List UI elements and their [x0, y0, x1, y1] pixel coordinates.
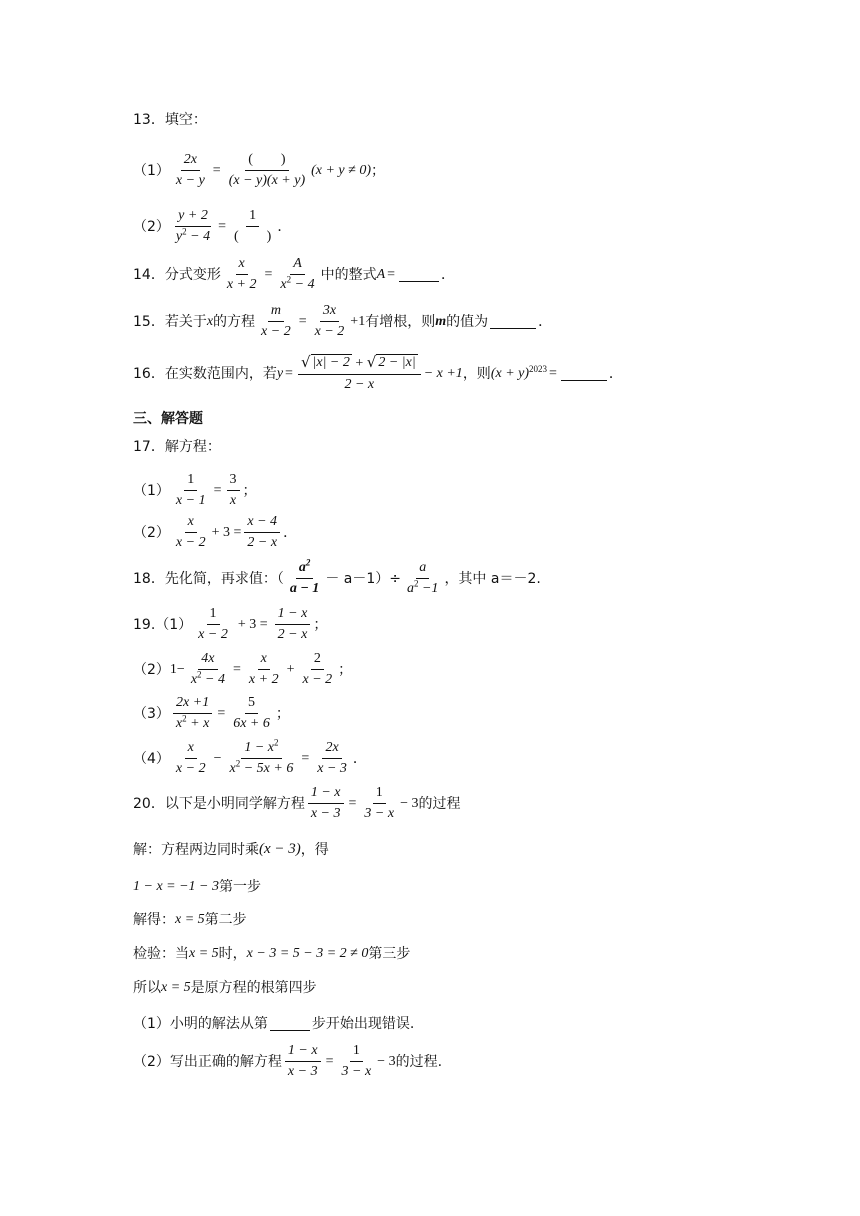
q18-prefix: 18．先化简，再求值：（: [133, 570, 284, 587]
fraction-numerator: 5: [245, 695, 258, 714]
fraction-numerator: x: [258, 651, 270, 670]
q18-fraction-1: [287, 557, 322, 597]
fraction-denominator: [173, 227, 213, 245]
fraction-numerator: 1: [246, 208, 259, 227]
q14-lhs-fraction: [224, 256, 260, 293]
q20-step4-label: 是原方程的根第四步: [190, 980, 317, 996]
q15-lhs-fraction: [258, 303, 294, 340]
q20-prefix: 20．以下是小明同学解方程: [133, 795, 305, 812]
fraction-denominator: 2 − x: [277, 627, 308, 642]
q19-part4: [133, 737, 367, 777]
q13-p1-rhs-fraction: [226, 152, 308, 189]
den-tail: − 4: [291, 277, 315, 292]
exponent: 2: [305, 557, 311, 568]
fraction-numerator: x: [236, 256, 248, 275]
q19-p2-label: （2）: [133, 661, 170, 678]
q13-title: [133, 113, 207, 127]
fraction-numerator: x: [185, 514, 197, 533]
q18: [133, 557, 541, 597]
q15-prefix: 15．若关于: [133, 313, 207, 330]
q20-step3-prefix: 检验：当: [133, 946, 189, 962]
q20-step2-label: 第二步: [204, 912, 247, 928]
q19-p3-label: （3）: [133, 705, 170, 722]
num-base: a: [298, 560, 306, 575]
fraction-numerator: y + 2: [175, 208, 211, 227]
den-tail: −1: [418, 581, 439, 596]
q14-mid-text: 中的整式: [320, 266, 377, 283]
fraction-numerator: a: [416, 560, 429, 579]
q20-sub2-rhs-fraction: [339, 1043, 375, 1080]
den-base: a: [406, 581, 414, 596]
fraction-numerator: 4x: [198, 651, 217, 670]
q20-sub1-end: 步开始出现错误.: [311, 1015, 415, 1032]
q19-p1-lhs-fraction: [195, 606, 231, 643]
punctuation: ；: [371, 162, 385, 179]
equals-sign: =: [233, 661, 241, 677]
q20-sub2-lhs-fraction: [285, 1043, 321, 1080]
fraction-denominator: x − 2: [175, 761, 206, 776]
q17-p1-rhs-fraction: [227, 472, 240, 509]
q17-p2-lhs-fraction: [173, 514, 209, 551]
q19-part2: [133, 651, 352, 688]
q19-p4-label: （4）: [133, 750, 170, 767]
q20-step1-label: 第一步: [219, 879, 262, 895]
exponent: 2: [413, 578, 419, 589]
fraction-numerator: A: [290, 256, 305, 275]
fraction-denominator: x − 3: [310, 806, 341, 821]
fraction-numerator: 2x: [181, 152, 200, 171]
q20-step1: [133, 880, 261, 894]
punctuation: ．: [283, 524, 298, 541]
fraction-numerator: 3x: [320, 303, 339, 322]
q15-mid-text-3: 的值为: [446, 313, 489, 330]
q19-p1-mid: + 3 =: [237, 616, 268, 632]
q20-factor: (x − 3): [259, 841, 301, 857]
q16-y: y: [276, 365, 284, 381]
sqrt-b: √ 2 − |x|: [366, 353, 416, 371]
fraction-denominator: [173, 714, 212, 732]
exponent: 2: [182, 713, 187, 724]
fraction-numerator: 2x +1: [173, 695, 212, 714]
q19-p2-fraction-3: [299, 651, 335, 688]
q20-step4-eq: x = 5: [161, 980, 191, 995]
den-tail: − 5x + 6: [240, 761, 294, 776]
q20-step3-label: 第三步: [368, 946, 411, 962]
q13-title-text: 13．填空：: [133, 112, 207, 128]
q15-variable-2: m: [435, 313, 447, 329]
q16-expression: (x + y): [490, 365, 530, 381]
punctuation: ．: [441, 266, 456, 283]
den-tail: + x: [186, 716, 210, 731]
q19-p4-fraction-2: [227, 737, 297, 777]
q14-answer-blank[interactable]: [399, 267, 439, 282]
fraction-numerator: x − 4: [244, 514, 280, 533]
q20-sub2-tail: − 3: [377, 1053, 396, 1069]
radicand: 2 − |x|: [378, 355, 416, 370]
fraction-denominator: (x − y)(x + y): [228, 173, 306, 188]
q20-tail: − 3: [400, 795, 419, 811]
fraction-numerator: 2: [311, 651, 324, 670]
punctuation: ．: [608, 365, 623, 382]
q19-p3-lhs-fraction: [173, 695, 212, 732]
fraction-denominator: x − 2: [175, 535, 206, 550]
exponent: 2: [286, 274, 292, 285]
q16-tail: − x +1: [423, 365, 463, 381]
q20-step3: [133, 947, 410, 961]
num-base: 1 − x: [244, 740, 274, 755]
fraction-denominator: 2 − x: [247, 535, 278, 550]
fraction-denominator: ( ): [234, 229, 272, 244]
q13-p2-label: （2）: [133, 218, 170, 235]
fraction-denominator: x − 2: [198, 627, 228, 642]
q13-p2-lhs-fraction: [173, 208, 213, 245]
q20-sub1-label: （1）小明的解法从第: [133, 1015, 268, 1032]
exponent: 2: [274, 737, 279, 748]
den-tail: − 4: [201, 672, 225, 687]
q18-tail: ，其中 a＝－2.: [444, 570, 541, 587]
fraction-denominator: 6x + 6: [233, 716, 270, 731]
section-3-title: 三、解答题: [133, 411, 203, 427]
fraction-numerator: 1 − x: [308, 785, 344, 804]
equals-sign: =: [285, 365, 293, 381]
q15-mid-text: 的方程: [213, 313, 256, 330]
fraction-numerator: 1: [184, 472, 197, 491]
q13-p1-lhs-fraction: [173, 152, 208, 189]
q20-step4: [133, 981, 317, 995]
plus-sign: +: [355, 356, 364, 371]
q17-title-text: 17．解方程：: [133, 439, 221, 455]
q20-step3-eq2: x − 3 = 5 − 3 = 2 ≠ 0: [246, 946, 369, 961]
q19-p4-fraction-3: [314, 740, 350, 777]
q19-p1-label: 19.（1）: [133, 616, 193, 633]
fraction-numerator: 3: [227, 472, 240, 491]
q18-mid: － a－1）÷: [325, 570, 401, 587]
q20-sub1-answer-blank[interactable]: [270, 1016, 310, 1031]
sqrt-a: √ |x| − 2: [300, 353, 350, 371]
fraction-denominator: x − 3: [317, 761, 347, 776]
fraction-denominator: 2 − x: [344, 377, 375, 392]
q14-variable: A: [376, 266, 386, 282]
q16-mid-text: ，则: [462, 365, 491, 382]
q20-solution-intro: [133, 842, 329, 857]
q20-step2-eq: x = 5: [175, 912, 205, 927]
punctuation: ；: [275, 705, 290, 722]
punctuation: ．: [538, 313, 553, 330]
q19-p2-fraction-1: [188, 651, 228, 688]
minus-sign: −: [213, 750, 222, 766]
q20-step1-eq: 1 − x = −1 − 3: [133, 879, 220, 894]
q14-prefix: 14．分式变形: [133, 266, 221, 283]
q19-p2-lead: 1−: [169, 661, 185, 677]
q16: 16．在实数范围内，若 y = √ |x| − 2 + √ 2 − |x| 2 − x − x +1 ，则 (x + y) 2023 = ．: [133, 353, 623, 392]
exponent: 2: [235, 758, 241, 769]
fraction-numerator: [241, 737, 281, 759]
q16-fraction: [298, 354, 421, 393]
den-base: x: [229, 761, 236, 776]
fraction-numerator: ( ): [245, 152, 288, 171]
punctuation: ；: [338, 661, 353, 678]
fraction-denominator: 3 − x: [364, 806, 395, 821]
q18-fraction-2: [404, 560, 441, 597]
q14-rhs-fraction: [277, 256, 317, 293]
equals-sign: =: [549, 365, 557, 381]
den-base: y: [175, 229, 183, 244]
q19-p1-rhs-fraction: [275, 606, 311, 643]
q15-rhs-fraction: [312, 303, 348, 340]
exponent: 2: [197, 669, 202, 680]
q20-sub1: [133, 1016, 414, 1031]
fraction-denominator: [277, 275, 317, 293]
q17-p1-lhs-fraction: [173, 472, 209, 509]
q20-sub2-label: （2）写出正确的解方程: [133, 1053, 282, 1070]
den-base: x: [175, 716, 183, 731]
radicand: |x| − 2: [312, 355, 350, 370]
q20-sol-intro: 解：方程两边同时乘: [133, 841, 259, 858]
q17-p2-label: （2）: [133, 524, 170, 541]
q20-intro: 20．以下是小明同学解方程 $\frac{1 - x}{x - 3}$ = $\frac{1}{3 - x}$ − 3 的过程: [133, 785, 461, 821]
q13-part1: （1） $\frac{2x}{x - y}$ = $\frac{( )}{(x - y)(x + y)}$ (x + y ≠ 0) ；: [133, 152, 385, 188]
fraction-denominator: x − 2: [261, 324, 291, 339]
den-base: x: [280, 277, 287, 292]
q20-rhs-fraction: [361, 785, 397, 822]
fraction-denominator: x − 2: [302, 672, 333, 687]
punctuation: ；: [313, 616, 328, 633]
den-base: x: [190, 672, 198, 687]
fraction-denominator: x − 1: [175, 493, 206, 508]
q15-answer-blank[interactable]: [490, 314, 536, 329]
equals-sign: =: [387, 266, 396, 282]
plus-sign: +: [286, 661, 295, 677]
equals-sign: =: [301, 750, 310, 766]
fraction-numerator: x: [185, 740, 197, 759]
section-heading: [133, 412, 203, 426]
fraction-numerator: 1 − x: [275, 606, 311, 625]
q15-variable: x: [206, 313, 214, 329]
q14: 14．分式变形 $\frac{x}{x + 2}$ = $\frac{A}{x^2 - 4}$ 中的整式 A = ．: [133, 256, 456, 292]
fraction-denominator: x + 2: [226, 277, 257, 292]
q17-part2: [133, 514, 297, 551]
q15-tail: +1: [350, 313, 366, 329]
fraction-denominator: x + 2: [248, 672, 279, 687]
q20-step3-mid: 时，: [218, 946, 247, 962]
q15-mid-text-2: 有增根，则: [365, 313, 436, 330]
q20-sub2-end: 的过程.: [395, 1053, 443, 1070]
q17-p1-label: （1）: [133, 482, 170, 499]
q20-sub2: （2）写出正确的解方程 $\frac{1 - x}{x - 3}$ = $\frac{1}{3 - x}$ − 3 的过程.: [133, 1043, 443, 1079]
q17-title: [133, 440, 221, 454]
fraction-denominator: x − 3: [287, 1064, 318, 1079]
q19-part1: [133, 606, 327, 643]
punctuation: ．: [352, 750, 367, 767]
fraction-denominator: [227, 759, 297, 777]
q13-p2-rhs-fraction: [231, 208, 274, 245]
q13-p1-label: （1）: [133, 162, 170, 179]
fraction-denominator: 3 − x: [341, 1064, 372, 1079]
fraction-numerator: m: [268, 303, 284, 322]
fraction-denominator: x − y: [175, 173, 205, 188]
punctuation: ．: [277, 218, 292, 235]
q17-part1: （1） $\frac{1}{x - 1}$ = $\frac{3}{x}$ ；: [133, 472, 257, 508]
punctuation: ；: [242, 482, 257, 499]
q17-p2-rhs-fraction: [244, 514, 280, 551]
q19-part3: （3） $\frac{2x +1}{x^2 + x}$ = $\frac{5}{6x + 6}$ ；: [133, 695, 290, 731]
q20-step2-prefix: 解得：: [133, 912, 175, 928]
q19-p2-fraction-2: [246, 651, 282, 688]
q17-p2-mid: + 3 =: [211, 524, 242, 540]
fraction-numerator: 1: [207, 606, 220, 625]
q20-sol-intro-end: ，得: [300, 841, 329, 858]
q16-answer-blank[interactable]: [561, 366, 607, 381]
q13-p1-condition: (x + y ≠ 0): [311, 162, 371, 178]
fraction-numerator: [298, 354, 421, 375]
fraction-numerator: 1: [350, 1043, 363, 1062]
fraction-numerator: [296, 557, 314, 579]
fraction-denominator: [188, 670, 228, 688]
q20-suffix: 的过程: [418, 795, 461, 812]
fraction-numerator: 1: [373, 785, 386, 804]
q16-prefix: 16．在实数范围内，若: [133, 365, 277, 382]
q19-p4-fraction-1: [173, 740, 209, 777]
fraction-numerator: 2x: [322, 740, 341, 759]
fraction-denominator: x − 2: [314, 324, 345, 339]
q20-lhs-fraction: [308, 785, 344, 822]
fraction-denominator: [404, 579, 441, 597]
exponent: 2: [182, 226, 187, 237]
fraction-denominator: x: [229, 493, 237, 508]
fraction-denominator: a − 1: [289, 581, 320, 596]
fraction-numerator: 1 − x: [285, 1043, 321, 1062]
q15: 15．若关于 x 的方程 $\frac{m}{x - 2}$ = $\frac{3x}{x - 2}$ +1 有增根，则 m 的值为 ．: [133, 303, 553, 339]
den-tail: − 4: [186, 229, 211, 244]
q20-step2: [133, 913, 247, 927]
q20-step4-prefix: 所以: [133, 980, 161, 996]
q13-part2: （2） $\frac{y + 2}{y^2 - 4}$ = $\frac{1}{( )}$ ．: [133, 208, 292, 244]
q19-p3-rhs-fraction: [230, 695, 273, 732]
q20-step3-eq1: x = 5: [189, 946, 219, 961]
